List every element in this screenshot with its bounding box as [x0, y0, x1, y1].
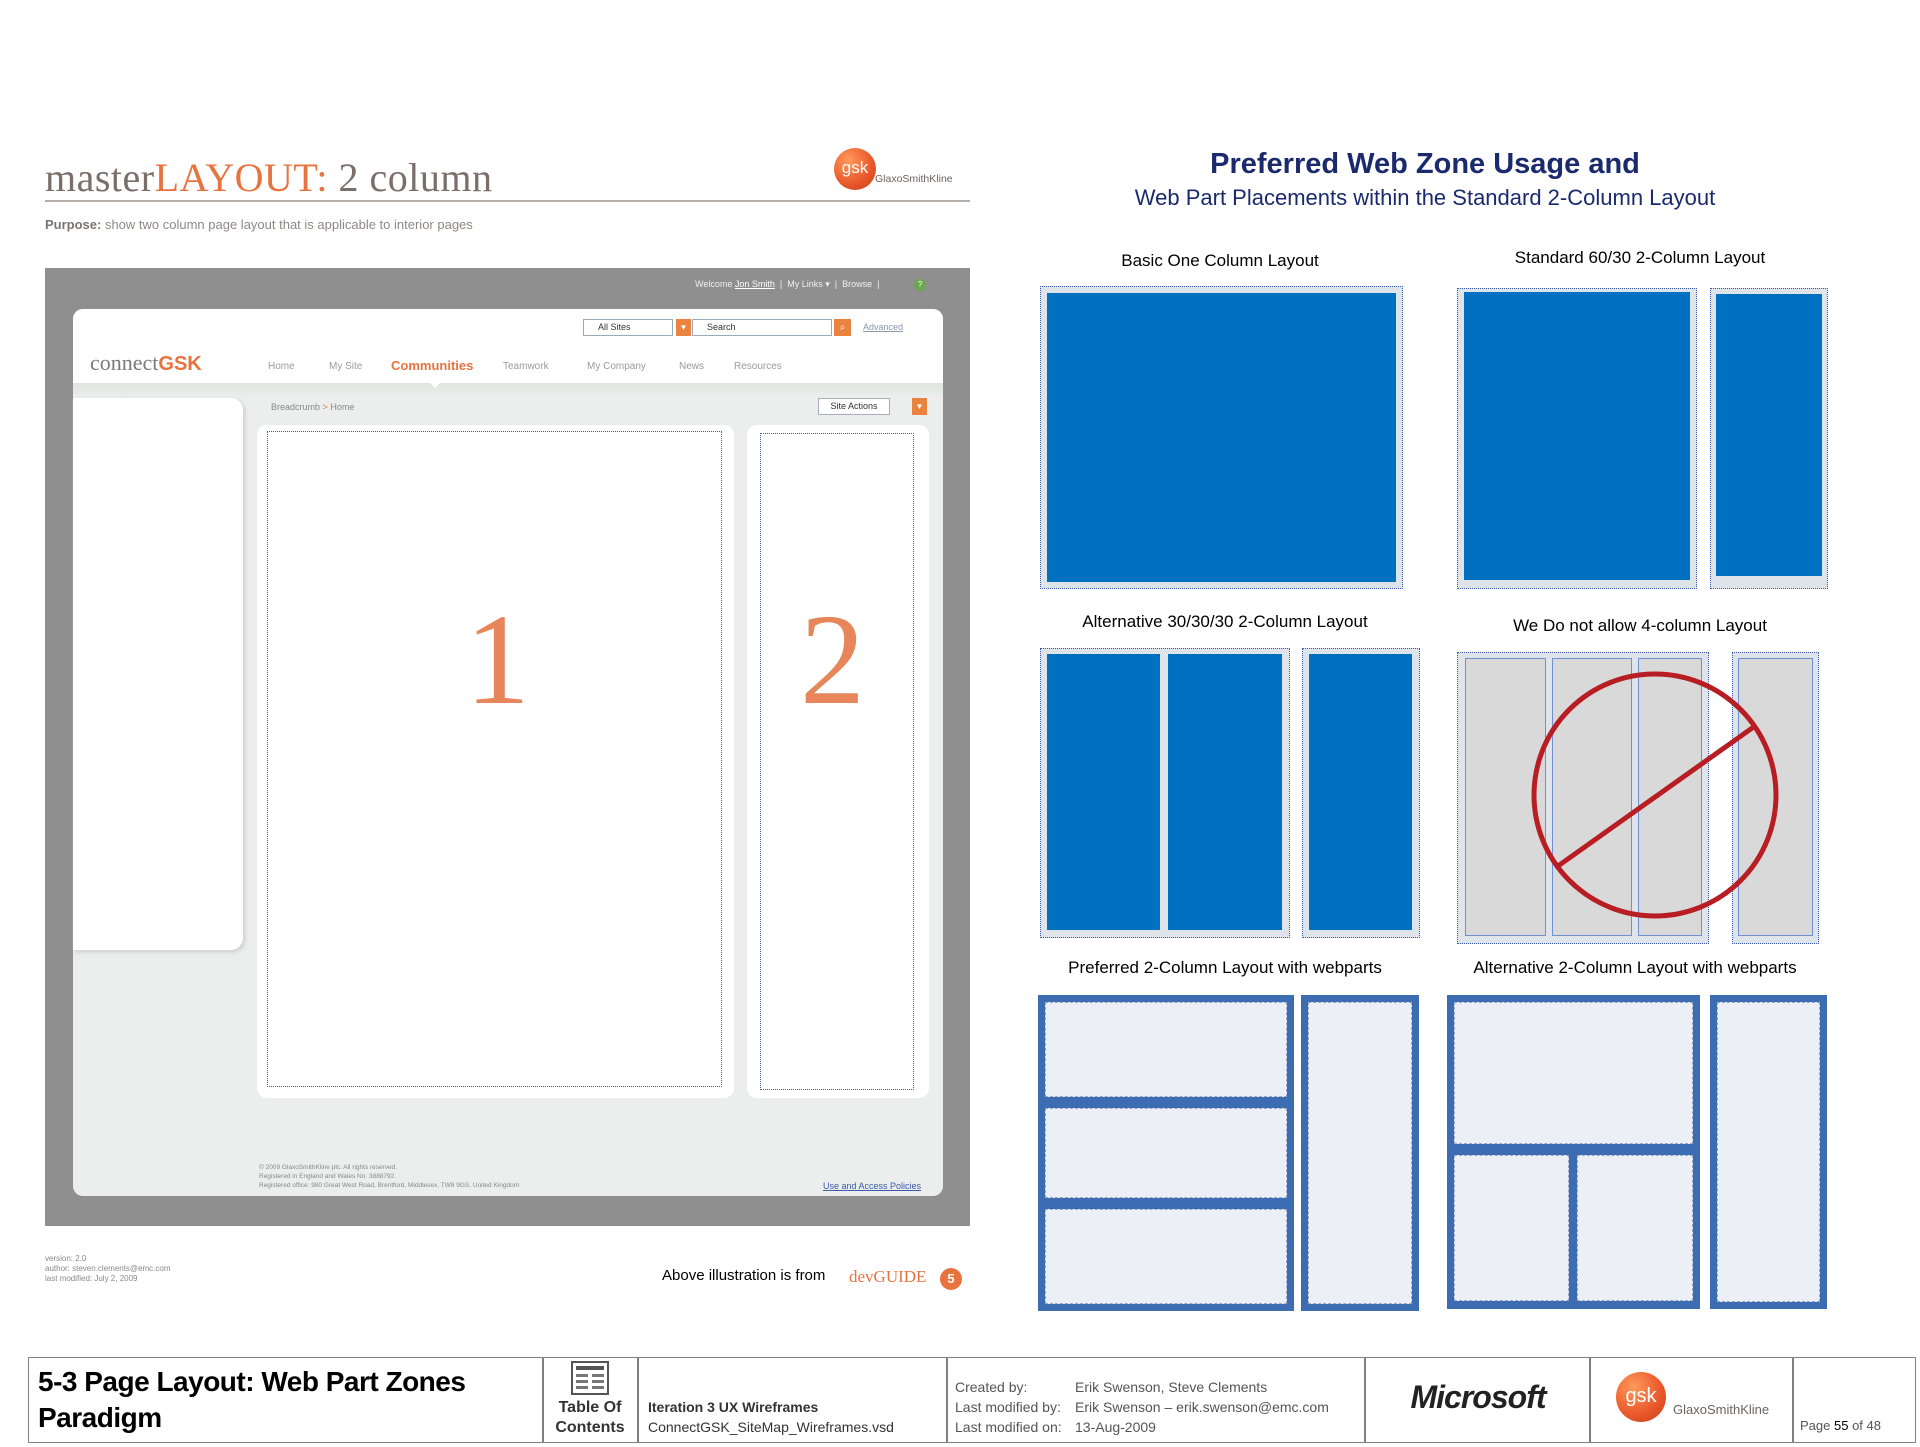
standard-right-zone	[1716, 294, 1822, 576]
connectgsk-brand: connectGSK	[90, 350, 202, 375]
basic-zone	[1047, 293, 1396, 582]
illustration-note: Above illustration is from	[662, 1267, 826, 1284]
caption-alternative-webparts: Alternative 2-Column Layout with webparts	[1473, 958, 1797, 977]
footer-divider	[1364, 1357, 1366, 1443]
web-part-zone-1	[267, 431, 722, 1087]
search-input[interactable]: Search	[692, 319, 832, 336]
breadcrumb-home[interactable]: Home	[330, 402, 355, 412]
pref-webpart-2	[1045, 1108, 1287, 1198]
footer-divider	[946, 1357, 948, 1443]
footer-divider	[1589, 1357, 1591, 1443]
list-icon	[573, 1363, 607, 1393]
caption-alternative-30-30-30: Alternative 30/30/30 2-Column Layout	[1082, 612, 1368, 631]
nav-communities[interactable]: Communities	[391, 358, 474, 373]
user-link[interactable]: Jon Smith	[734, 279, 775, 289]
standard-left-zone	[1464, 292, 1690, 580]
authorship-values: Erik Swenson, Steve Clements Erik Swenson – erik.swenson@emc.com 13-Aug-2009	[1075, 1379, 1329, 1435]
help-icon[interactable]: ?	[914, 279, 926, 291]
footer-divider	[542, 1357, 544, 1443]
caption-standard-60-30: Standard 60/30 2-Column Layout	[1514, 248, 1766, 267]
caption-preferred-webparts: Preferred 2-Column Layout with webparts	[1068, 958, 1382, 977]
gsk-logo-name: GlaxoSmithKline	[875, 173, 953, 185]
page-number: Page 55 of 48	[1800, 1418, 1881, 1433]
policies-link[interactable]: Use and Access Policies	[823, 1181, 922, 1191]
left-nav-panel	[73, 398, 243, 950]
zone-1-number: 1	[465, 588, 530, 732]
alt30-zone-b	[1168, 654, 1282, 930]
title-rule	[45, 200, 970, 202]
breadcrumb: Breadcrumb > Home	[271, 402, 355, 412]
devguide-badge: 5	[940, 1268, 962, 1290]
caption-basic-one-column: Basic One Column Layout	[1121, 251, 1319, 270]
version-meta: version: 2.0 author: steven.clements@emc.com last modified: July 2, 2009	[45, 1254, 171, 1283]
alt-webpart-3	[1577, 1155, 1693, 1301]
chevron-down-icon[interactable]: ▼	[912, 398, 927, 415]
nav-teamwork[interactable]: Teamwork	[503, 361, 549, 372]
zone-2-number: 2	[800, 588, 865, 732]
gsk-footer-logo: gsk	[1616, 1372, 1666, 1422]
my-links-link[interactable]: My Links	[787, 279, 823, 289]
legal-notice: © 2009 GlaxoSmithKline plc. All rights reserved. Registered in England and Wales No. 3888792. Registered office: 980 Great West Road, Brentford, Middlesex, TW8 9GS, United Kingdom	[259, 1164, 520, 1189]
alt-webpart-4	[1717, 1002, 1820, 1302]
chevron-down-icon[interactable]: ▼	[676, 319, 691, 336]
nav-my-company[interactable]: My Company	[587, 361, 646, 372]
top-links: Welcome Jon Smith | My Links ▾ | Browse |	[695, 279, 880, 289]
nav-news[interactable]: News	[679, 361, 705, 372]
nav-resources[interactable]: Resources	[734, 361, 782, 372]
web-part-zone-2	[760, 433, 914, 1090]
gsk-logo: gsk	[834, 148, 876, 190]
alt-webpart-1	[1454, 1002, 1693, 1144]
caption-no-four-column: We Do not allow 4-column Layout	[1513, 616, 1767, 635]
purpose-text: Purpose: show two column page layout that is applicable to interior pages	[45, 217, 473, 232]
alt30-zone-a	[1047, 654, 1160, 930]
header-band	[73, 383, 943, 397]
table-of-contents-link[interactable]: Table Of Contents	[555, 1399, 625, 1436]
prohibited-icon	[1530, 668, 1780, 922]
nav-active-pointer	[428, 381, 442, 388]
document-info: Iteration 3 UX Wireframes ConnectGSK_SiteMap_Wireframes.vsd	[648, 1399, 894, 1435]
site-scope-select[interactable]: All Sites	[583, 319, 673, 336]
pref-webpart-4	[1308, 1002, 1412, 1304]
pref-webpart-3	[1045, 1209, 1287, 1304]
table-of-contents-icon[interactable]	[571, 1361, 609, 1395]
nav-home[interactable]: Home	[268, 361, 295, 372]
alt-webpart-2	[1454, 1155, 1569, 1301]
search-icon[interactable]: ⌕	[834, 319, 851, 336]
gsk-footer-name: GlaxoSmithKline	[1673, 1402, 1770, 1417]
browse-link[interactable]: Browse	[842, 279, 873, 289]
master-layout-title: masterLAYOUT: 2 column	[45, 155, 493, 200]
devguide-logo: devGUIDE	[849, 1267, 927, 1286]
microsoft-logo: Microsoft	[1410, 1379, 1546, 1415]
zone-usage-subtitle: Web Part Placements within the Standard 2-Column Layout	[1134, 185, 1716, 210]
site-actions-menu[interactable]: Site Actions	[818, 398, 890, 415]
footer-divider	[1792, 1357, 1794, 1443]
footer-divider	[637, 1357, 639, 1443]
authorship-labels: Created by: Last modified by: Last modified on:	[955, 1379, 1062, 1435]
alt30-zone-c	[1309, 654, 1412, 930]
advanced-search-link[interactable]: Advanced	[863, 322, 904, 332]
pref-webpart-1	[1045, 1002, 1287, 1097]
zone-usage-title: Preferred Web Zone Usage and	[1210, 148, 1640, 180]
section-title: 5-3 Page Layout: Web Part Zones Paradigm	[38, 1366, 466, 1433]
nav-my-site[interactable]: My Site	[329, 361, 363, 372]
